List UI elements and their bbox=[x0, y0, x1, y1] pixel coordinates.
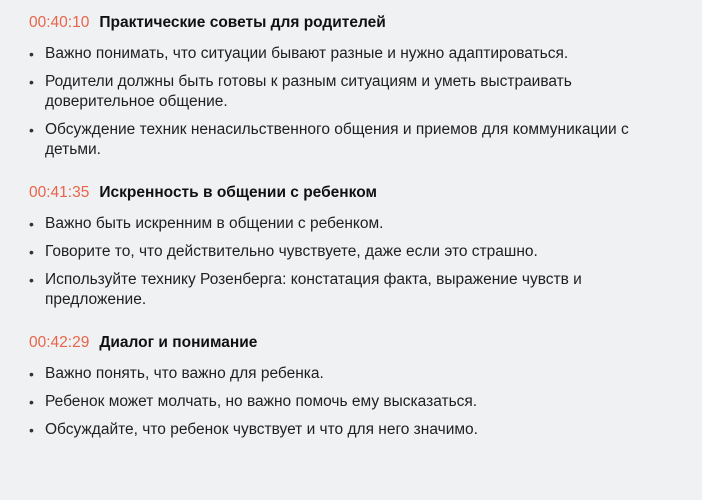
bullet-icon: • bbox=[29, 394, 34, 410]
section-title: Практические советы для родителей bbox=[99, 14, 386, 31]
bullet-icon: • bbox=[29, 74, 34, 90]
list-item-text: Ребенок может молчать, но важно помочь ему высказаться. bbox=[45, 393, 478, 410]
list-item bbox=[29, 270, 685, 310]
summary-section bbox=[29, 182, 702, 310]
list-item-text: Важно быть искренним в общении с ребенком. bbox=[45, 215, 384, 232]
summary-section bbox=[29, 12, 702, 160]
list-item bbox=[29, 420, 685, 440]
list-item-text: Родители должны быть готовы к разным ситуациям и уметь выстраивать доверительное общение. bbox=[45, 73, 572, 110]
list-item-text: Говорите то, что действительно чувствуете, даже если это страшно. bbox=[45, 243, 538, 260]
list-item bbox=[29, 72, 685, 112]
list-item bbox=[29, 242, 685, 262]
list-item bbox=[29, 364, 685, 384]
timestamp-link[interactable]: 00:40:10 bbox=[29, 14, 90, 31]
bullet-icon: • bbox=[29, 422, 34, 438]
list-item-text: Обсуждайте, что ребенок чувствует и что для него значимо. bbox=[45, 421, 478, 438]
timestamp-link[interactable]: 00:41:35 bbox=[29, 184, 90, 201]
list-item-text: Важно понять, что важно для ребенка. bbox=[45, 365, 324, 382]
bullet-icon: • bbox=[29, 46, 34, 62]
timestamp-link[interactable]: 00:42:29 bbox=[29, 334, 90, 351]
section-header bbox=[29, 12, 702, 34]
list-item bbox=[29, 392, 685, 412]
bullet-icon: • bbox=[29, 216, 34, 232]
list-item-text: Обсуждение техник ненасильственного общения и приемов для коммуникации с детьми. bbox=[45, 121, 629, 158]
bullet-icon: • bbox=[29, 244, 34, 260]
list-item-text: Важно понимать, что ситуации бывают разные и нужно адаптироваться. bbox=[45, 45, 569, 62]
section-title: Искренность в общении с ребенком bbox=[99, 184, 377, 201]
bullet-list bbox=[29, 214, 702, 310]
list-item bbox=[29, 214, 685, 234]
section-header bbox=[29, 182, 702, 204]
bullet-icon: • bbox=[29, 272, 34, 288]
bullet-list bbox=[29, 364, 702, 440]
bullet-icon: • bbox=[29, 366, 34, 382]
bullet-icon: • bbox=[29, 122, 34, 138]
list-item-text: Используйте технику Розенберга: констатация факта, выражение чувств и предложение. bbox=[45, 271, 582, 308]
bullet-list bbox=[29, 44, 702, 160]
section-title: Диалог и понимание bbox=[99, 334, 258, 351]
list-item bbox=[29, 120, 685, 160]
summary-section bbox=[29, 332, 702, 440]
section-header bbox=[29, 332, 702, 354]
list-item bbox=[29, 44, 685, 64]
